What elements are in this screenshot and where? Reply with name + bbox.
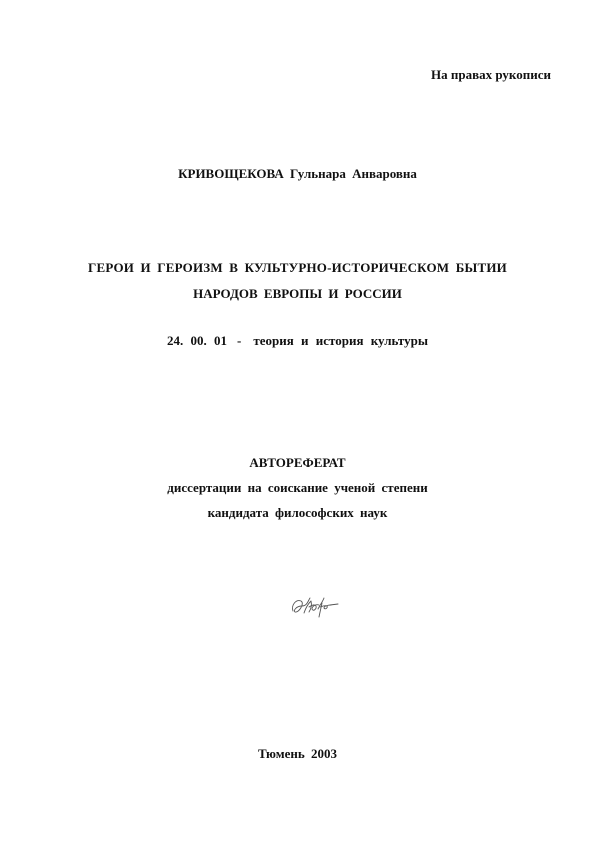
title-line-2: НАРОДОВ ЕВРОПЫ И РОССИИ <box>193 286 402 301</box>
rights-note: На правах рукописи <box>431 67 551 82</box>
title-line-1: ГЕРОИ И ГЕРОИЗМ В КУЛЬТУРНО-ИСТОРИЧЕСКОМ БЫТИИ <box>88 260 507 275</box>
handwritten-signature-icon <box>287 591 343 621</box>
dissertation-line: диссертации на соискание ученой степени <box>167 480 428 495</box>
author-name: КРИВОЩЕКОВА Гульнара Анваровна <box>178 166 417 181</box>
specialty-dash: - <box>237 333 242 348</box>
city-year: Тюмень 2003 <box>257 746 338 761</box>
abstract-heading: АВТОРЕФЕРАТ <box>249 455 346 470</box>
specialty-line <box>0 333 595 349</box>
specialty-name: теория и история культуры <box>253 333 428 348</box>
degree-line: кандидата философских наук <box>207 505 388 520</box>
specialty-code: 24. 00. 01 <box>167 333 227 348</box>
